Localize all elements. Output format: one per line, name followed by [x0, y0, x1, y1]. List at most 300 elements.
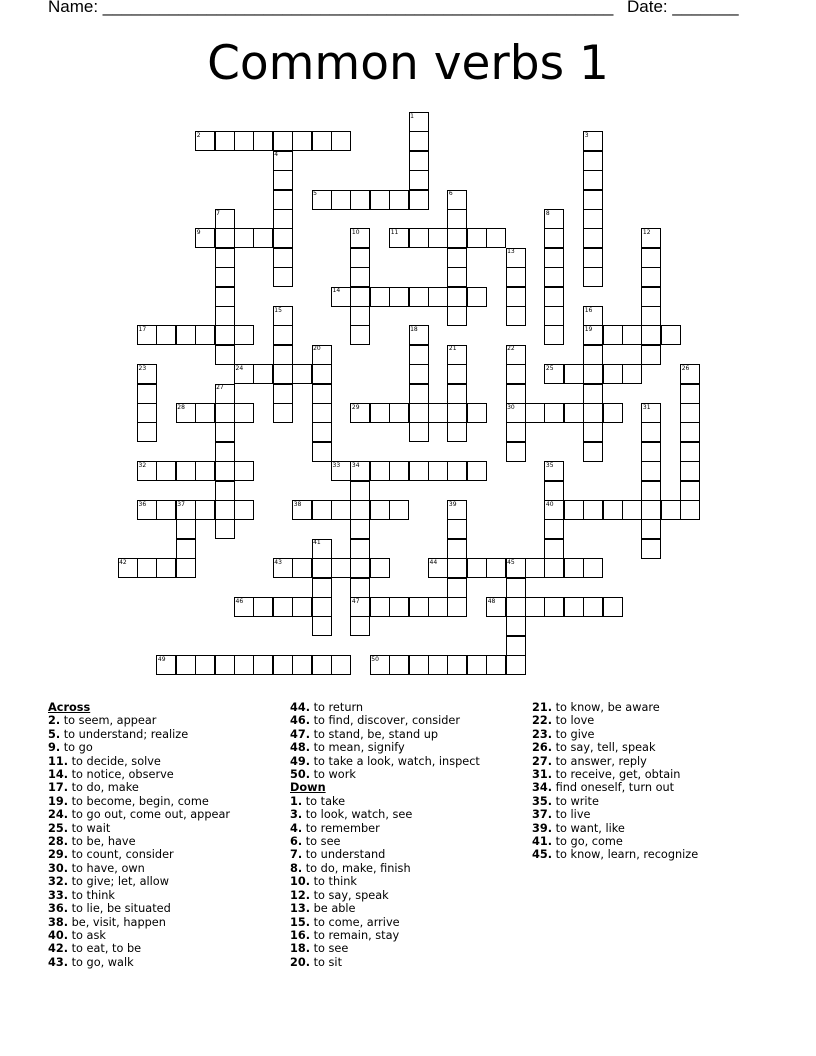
clue-item: [290, 942, 480, 955]
grid-cell[interactable]: [253, 131, 273, 151]
grid-cell[interactable]: [273, 131, 293, 151]
clue-item: [290, 902, 480, 915]
grid-cell[interactable]: [389, 461, 409, 481]
grid-clue-number: 24: [235, 364, 244, 372]
clue-item: [290, 701, 480, 714]
grid-cell[interactable]: [447, 384, 467, 404]
across-heading: Across: [48, 701, 91, 714]
grid-clue-number: 27: [216, 384, 224, 392]
grid-cell[interactable]: [350, 558, 370, 578]
grid-cell[interactable]: [506, 422, 526, 442]
grid-cell[interactable]: [506, 442, 526, 462]
grid-cell[interactable]: [544, 306, 564, 326]
clue-item: [532, 701, 698, 714]
grid-cell[interactable]: [486, 228, 506, 248]
grid-cell[interactable]: [409, 384, 429, 404]
clue-item: [48, 755, 230, 768]
grid-cell[interactable]: [215, 442, 235, 462]
grid-cell[interactable]: [641, 500, 661, 520]
grid-cell[interactable]: [389, 403, 409, 423]
clue-item: [48, 862, 230, 875]
clue-number: 12.: [290, 888, 311, 902]
grid-cell[interactable]: [273, 267, 293, 287]
grid-cell[interactable]: [350, 267, 370, 287]
grid-cell[interactable]: [641, 461, 661, 481]
grid-cell[interactable]: [234, 228, 254, 248]
grid-cell[interactable]: [350, 616, 370, 636]
grid-cell[interactable]: [544, 248, 564, 268]
grid-cell[interactable]: [564, 364, 584, 384]
grid-cell[interactable]: [234, 655, 254, 675]
grid-cell[interactable]: [447, 655, 467, 675]
grid-cell[interactable]: [176, 539, 196, 559]
grid-cell[interactable]: [680, 500, 700, 520]
clue-item: [532, 808, 698, 821]
grid-cell[interactable]: [215, 461, 235, 481]
grid-cell[interactable]: [253, 655, 273, 675]
clue-item: [48, 795, 230, 808]
grid-cell[interactable]: [486, 655, 506, 675]
clue-text: to go, come: [552, 835, 623, 849]
grid-cell[interactable]: [331, 190, 351, 210]
grid-cell[interactable]: [583, 500, 603, 520]
grid-cell[interactable]: [544, 403, 564, 423]
grid-cell[interactable]: [583, 442, 603, 462]
grid-cell[interactable]: [467, 287, 487, 307]
grid-cell[interactable]: [273, 190, 293, 210]
grid-cell[interactable]: [447, 228, 467, 248]
grid-cell[interactable]: [273, 170, 293, 190]
grid-cell[interactable]: [583, 228, 603, 248]
grid-cell[interactable]: [234, 500, 254, 520]
grid-cell[interactable]: [447, 209, 467, 229]
clue-item: [290, 875, 480, 888]
grid-cell[interactable]: [641, 422, 661, 442]
clue-number: 19.: [48, 794, 69, 808]
grid-cell[interactable]: [506, 636, 526, 656]
grid-cell[interactable]: [583, 267, 603, 287]
grid-cell[interactable]: [215, 422, 235, 442]
clue-item: [290, 862, 480, 875]
grid-cell[interactable]: [292, 558, 312, 578]
grid-cell[interactable]: [583, 597, 603, 617]
grid-cell[interactable]: [447, 558, 467, 578]
grid-cell[interactable]: [331, 558, 351, 578]
clue-item: [48, 822, 230, 835]
grid-cell[interactable]: [350, 190, 370, 210]
grid-cell[interactable]: [583, 558, 603, 578]
grid-cell[interactable]: [583, 209, 603, 229]
grid-cell[interactable]: [583, 345, 603, 365]
grid-cell[interactable]: [350, 519, 370, 539]
grid-cell[interactable]: [312, 558, 332, 578]
grid-cell[interactable]: [331, 500, 351, 520]
grid-cell[interactable]: [428, 228, 448, 248]
grid-cell[interactable]: [253, 597, 273, 617]
clue-number: 35.: [532, 794, 553, 808]
grid-cell[interactable]: [156, 558, 176, 578]
grid-cell[interactable]: [389, 500, 409, 520]
grid-cell[interactable]: [234, 131, 254, 151]
clue-text: to say, speak: [310, 888, 389, 902]
grid-cell[interactable]: [215, 306, 235, 326]
grid-cell[interactable]: [506, 306, 526, 326]
grid-cell[interactable]: [506, 267, 526, 287]
grid-cell[interactable]: [273, 248, 293, 268]
clue-text: to go, walk: [68, 955, 134, 969]
grid-cell[interactable]: [506, 655, 526, 675]
grid-clue-number: 41: [313, 539, 321, 547]
grid-cell[interactable]: [641, 481, 661, 501]
grid-cell[interactable]: [409, 597, 429, 617]
grid-cell[interactable]: [680, 422, 700, 442]
grid-clue-number: 32: [138, 461, 147, 469]
clue-item: [532, 781, 698, 794]
grid-cell[interactable]: [176, 325, 196, 345]
grid-cell[interactable]: [312, 442, 332, 462]
grid-cell[interactable]: [447, 403, 467, 423]
grid-cell[interactable]: [273, 228, 293, 248]
grid-cell[interactable]: [506, 287, 526, 307]
grid-cell[interactable]: [292, 597, 312, 617]
grid-cell[interactable]: [409, 461, 429, 481]
grid-cell[interactable]: [370, 558, 390, 578]
grid-cell[interactable]: [544, 597, 564, 617]
grid-cell[interactable]: [680, 403, 700, 423]
grid-cell[interactable]: [253, 228, 273, 248]
date-field[interactable]: Date: _______: [627, 0, 739, 16]
grid-cell[interactable]: [350, 481, 370, 501]
grid-cell[interactable]: [544, 228, 564, 248]
clue-item: [290, 956, 480, 969]
grid-cell[interactable]: [583, 248, 603, 268]
grid-cell[interactable]: [273, 345, 293, 365]
grid-cell[interactable]: [273, 655, 293, 675]
grid-cell[interactable]: [409, 190, 429, 210]
grid-clue-number: 46: [235, 597, 244, 605]
grid-cell[interactable]: [312, 131, 332, 151]
grid-cell[interactable]: [176, 519, 196, 539]
grid-cell[interactable]: [564, 558, 584, 578]
grid-clue-number: 43: [274, 558, 282, 566]
clue-text: to know, learn, recognize: [552, 848, 699, 862]
grid-cell[interactable]: [195, 461, 215, 481]
grid-cell[interactable]: [215, 131, 235, 151]
clue-number: 8.: [290, 861, 303, 875]
grid-clue-number: 20: [313, 345, 321, 353]
grid-cell[interactable]: [583, 190, 603, 210]
clue-text: to stand, be, stand up: [310, 727, 439, 741]
grid-cell[interactable]: [467, 461, 487, 481]
clue-text: to eat, to be: [68, 942, 142, 956]
grid-cell[interactable]: [370, 190, 390, 210]
grid-cell[interactable]: [641, 306, 661, 326]
grid-cell[interactable]: [215, 655, 235, 675]
grid-cell[interactable]: [312, 422, 332, 442]
grid-cell[interactable]: [447, 597, 467, 617]
grid-cell[interactable]: [447, 461, 467, 481]
grid-cell[interactable]: [506, 384, 526, 404]
grid-cell[interactable]: [215, 325, 235, 345]
grid-cell[interactable]: [350, 287, 370, 307]
grid-cell[interactable]: [544, 481, 564, 501]
grid-cell[interactable]: [350, 306, 370, 326]
grid-cell[interactable]: [234, 403, 254, 423]
grid-cell[interactable]: [428, 655, 448, 675]
grid-cell[interactable]: [176, 558, 196, 578]
grid-cell[interactable]: [312, 500, 332, 520]
clue-text: to love: [552, 714, 595, 728]
grid-clue-number: 14: [332, 287, 341, 295]
grid-cell[interactable]: [370, 461, 390, 481]
grid-cell[interactable]: [486, 558, 506, 578]
grid-cell[interactable]: [544, 558, 564, 578]
grid-cell[interactable]: [389, 655, 409, 675]
clue-number: 31.: [532, 768, 553, 782]
grid-cell[interactable]: [622, 364, 642, 384]
grid-cell[interactable]: [447, 519, 467, 539]
grid-cell[interactable]: [350, 325, 370, 345]
grid-cell[interactable]: [195, 500, 215, 520]
grid-cell[interactable]: [176, 655, 196, 675]
grid-cell[interactable]: [525, 558, 545, 578]
grid-cell[interactable]: [564, 597, 584, 617]
grid-cell[interactable]: [195, 403, 215, 423]
clue-item: [290, 768, 480, 781]
grid-cell[interactable]: [312, 578, 332, 598]
grid-cell[interactable]: [603, 403, 623, 423]
grid-cell[interactable]: [253, 364, 273, 384]
grid-cell[interactable]: [564, 403, 584, 423]
clue-number: 14.: [48, 768, 69, 782]
grid-cell[interactable]: [195, 325, 215, 345]
grid-cell[interactable]: [564, 500, 584, 520]
grid-cell[interactable]: [506, 616, 526, 636]
grid-cell[interactable]: [273, 364, 293, 384]
grid-cell[interactable]: [370, 500, 390, 520]
grid-cell[interactable]: [447, 306, 467, 326]
grid-cell[interactable]: [312, 364, 332, 384]
grid-cell[interactable]: [292, 131, 312, 151]
grid-cell[interactable]: [409, 422, 429, 442]
grid-cell[interactable]: [273, 403, 293, 423]
grid-cell[interactable]: [544, 325, 564, 345]
grid-cell[interactable]: [583, 364, 603, 384]
clue-number: 20.: [290, 955, 311, 969]
grid-cell[interactable]: [234, 325, 254, 345]
grid-clue-number: 45: [507, 558, 515, 566]
grid-cell[interactable]: [467, 655, 487, 675]
name-field[interactable]: Name: ______________________________________________________: [48, 0, 614, 16]
grid-cell[interactable]: [641, 519, 661, 539]
grid-cell[interactable]: [312, 403, 332, 423]
grid-cell[interactable]: [428, 597, 448, 617]
grid-cell[interactable]: [273, 384, 293, 404]
grid-cell[interactable]: [273, 209, 293, 229]
grid-cell[interactable]: [215, 267, 235, 287]
clue-number: 18.: [290, 942, 311, 956]
clue-text: to know, be aware: [552, 701, 660, 714]
grid-cell[interactable]: [409, 345, 429, 365]
grid-cell[interactable]: [467, 403, 487, 423]
clue-item: [532, 822, 698, 835]
grid-cell[interactable]: [409, 655, 429, 675]
grid-cell[interactable]: [447, 248, 467, 268]
grid-cell[interactable]: [680, 461, 700, 481]
grid-cell[interactable]: [641, 248, 661, 268]
grid-cell[interactable]: [370, 287, 390, 307]
grid-cell[interactable]: [661, 325, 681, 345]
clue-item: [48, 728, 230, 741]
grid-cell[interactable]: [215, 500, 235, 520]
grid-cell[interactable]: [350, 248, 370, 268]
grid-cell[interactable]: [292, 364, 312, 384]
grid-cell[interactable]: [409, 151, 429, 171]
grid-cell[interactable]: [215, 481, 235, 501]
clue-item: [532, 768, 698, 781]
clue-number: 23.: [532, 727, 553, 741]
grid-cell[interactable]: [215, 248, 235, 268]
grid-cell[interactable]: [409, 364, 429, 384]
grid-cell[interactable]: [428, 461, 448, 481]
grid-cell[interactable]: [137, 384, 157, 404]
grid-cell[interactable]: [622, 325, 642, 345]
clue-text: to think: [310, 875, 357, 889]
grid-cell[interactable]: [525, 597, 545, 617]
grid-cell[interactable]: [622, 500, 642, 520]
grid-cell[interactable]: [467, 228, 487, 248]
clue-item: [290, 755, 480, 768]
grid-cell[interactable]: [583, 403, 603, 423]
grid-cell[interactable]: [350, 500, 370, 520]
clue-number: 21.: [532, 701, 553, 714]
grid-cell[interactable]: [544, 267, 564, 287]
grid-cell[interactable]: [506, 578, 526, 598]
grid-cell[interactable]: [273, 597, 293, 617]
grid-cell[interactable]: [680, 481, 700, 501]
clue-number: 44.: [290, 701, 311, 714]
grid-cell[interactable]: [409, 228, 429, 248]
grid-clue-number: 12: [642, 228, 651, 236]
grid-cell[interactable]: [641, 287, 661, 307]
grid-clue-number: 38: [293, 500, 302, 508]
grid-cell[interactable]: [234, 461, 254, 481]
grid-cell[interactable]: [389, 597, 409, 617]
clue-text: to work: [310, 768, 356, 782]
clue-number: 26.: [532, 741, 553, 755]
grid-cell[interactable]: [312, 384, 332, 404]
grid-cell[interactable]: [641, 267, 661, 287]
grid-cell[interactable]: [583, 151, 603, 171]
grid-cell[interactable]: [447, 364, 467, 384]
clue-text: to mean, signify: [310, 741, 405, 755]
clue-number: 40.: [48, 928, 69, 942]
grid-cell[interactable]: [447, 539, 467, 559]
grid-cell[interactable]: [176, 461, 196, 481]
grid-cell[interactable]: [641, 442, 661, 462]
grid-cell[interactable]: [544, 287, 564, 307]
grid-cell[interactable]: [641, 539, 661, 559]
grid-cell[interactable]: [603, 325, 623, 345]
grid-cell[interactable]: [195, 655, 215, 675]
grid-cell[interactable]: [680, 384, 700, 404]
grid-cell[interactable]: [215, 287, 235, 307]
grid-cell[interactable]: [215, 345, 235, 365]
grid-cell[interactable]: [370, 403, 390, 423]
grid-cell[interactable]: [156, 500, 176, 520]
grid-cell[interactable]: [273, 325, 293, 345]
grid-cell[interactable]: [447, 287, 467, 307]
grid-cell[interactable]: [331, 131, 351, 151]
grid-cell[interactable]: [215, 403, 235, 423]
clue-item: [48, 741, 230, 754]
grid-cell[interactable]: [215, 519, 235, 539]
grid-cell[interactable]: [312, 655, 332, 675]
grid-cell[interactable]: [544, 519, 564, 539]
grid-cell[interactable]: [506, 597, 526, 617]
clue-item: [48, 889, 230, 902]
grid-clue-number: 11: [390, 228, 399, 236]
clue-item: [48, 916, 230, 929]
grid-cell[interactable]: [292, 655, 312, 675]
grid-cell[interactable]: [156, 325, 176, 345]
grid-cell[interactable]: [215, 228, 235, 248]
grid-cell[interactable]: [506, 364, 526, 384]
grid-cell[interactable]: [680, 442, 700, 462]
grid-cell[interactable]: [428, 403, 448, 423]
clue-item: [532, 795, 698, 808]
grid-cell[interactable]: [641, 325, 661, 345]
grid-cell[interactable]: [583, 170, 603, 190]
grid-cell[interactable]: [389, 190, 409, 210]
clue-number: 17.: [48, 781, 69, 795]
grid-cell[interactable]: [428, 287, 448, 307]
grid-cell[interactable]: [409, 131, 429, 151]
grid-cell[interactable]: [409, 170, 429, 190]
grid-cell[interactable]: [583, 422, 603, 442]
grid-cell[interactable]: [447, 422, 467, 442]
clue-text: to wait: [68, 821, 111, 835]
grid-cell[interactable]: [370, 597, 390, 617]
clue-text: to ask: [68, 928, 106, 942]
grid-cell[interactable]: [137, 403, 157, 423]
clue-number: 46.: [290, 714, 311, 728]
grid-cell[interactable]: [137, 558, 157, 578]
grid-cell[interactable]: [603, 500, 623, 520]
clue-number: 6.: [290, 835, 303, 849]
grid-cell[interactable]: [661, 500, 681, 520]
grid-cell[interactable]: [603, 364, 623, 384]
grid-cell[interactable]: [350, 578, 370, 598]
grid-cell[interactable]: [641, 345, 661, 365]
grid-cell[interactable]: [467, 558, 487, 578]
grid-cell[interactable]: [331, 655, 351, 675]
grid-cell[interactable]: [447, 267, 467, 287]
grid-cell[interactable]: [389, 287, 409, 307]
grid-cell[interactable]: [525, 403, 545, 423]
grid-cell[interactable]: [447, 578, 467, 598]
grid-cell[interactable]: [603, 597, 623, 617]
grid-cell[interactable]: [137, 422, 157, 442]
grid-cell[interactable]: [409, 403, 429, 423]
grid-cell[interactable]: [583, 384, 603, 404]
grid-cell[interactable]: [409, 287, 429, 307]
grid-cell[interactable]: [544, 539, 564, 559]
grid-cell[interactable]: [312, 597, 332, 617]
grid-cell[interactable]: [312, 616, 332, 636]
grid-cell[interactable]: [156, 461, 176, 481]
grid-cell[interactable]: [350, 539, 370, 559]
